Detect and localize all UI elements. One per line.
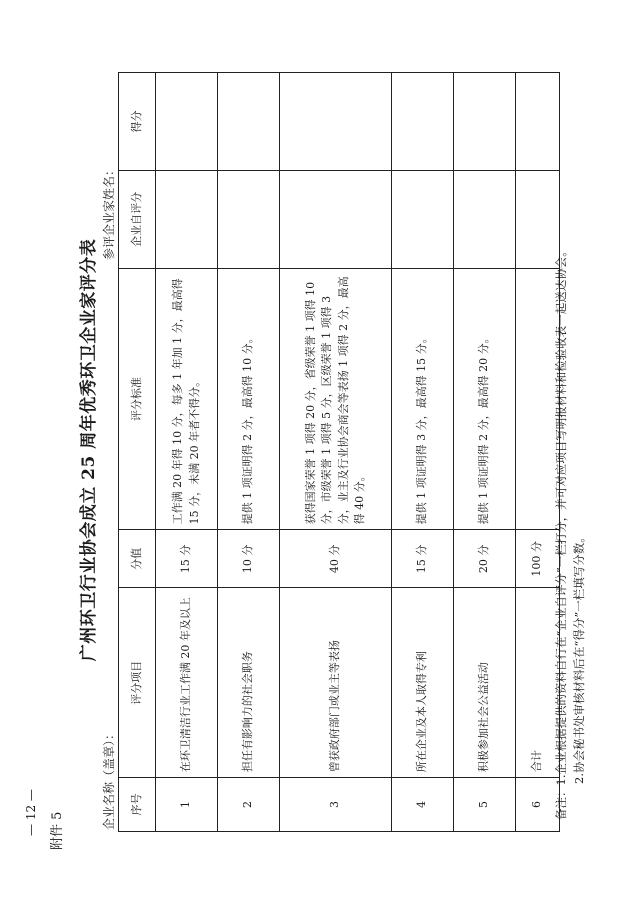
header-score: 得分 bbox=[119, 73, 156, 171]
attachment-label: 附件 5 bbox=[50, 811, 65, 850]
table-row bbox=[156, 73, 218, 832]
table-row bbox=[280, 73, 392, 832]
row-points: 15 分 bbox=[392, 530, 454, 588]
note-1: 备注：1.企业根据提供的资料自行在“企业自评分”一栏打分，并可对应项目写明报材料和检验收表一起送达协会。 bbox=[554, 245, 568, 820]
page-number: — 12 — bbox=[24, 789, 38, 836]
row-self-score[interactable] bbox=[218, 170, 280, 268]
row-no: 5 bbox=[454, 778, 516, 832]
row-score[interactable] bbox=[156, 73, 218, 171]
row-no: 6 bbox=[516, 778, 560, 832]
header-no: 序号 bbox=[119, 778, 156, 832]
row-no: 4 bbox=[392, 778, 454, 832]
row-points: 40 分 bbox=[280, 530, 392, 588]
row-criteria: 提供 1 项证明得 2 分，最高得 20 分。 bbox=[454, 268, 516, 530]
notes bbox=[552, 245, 589, 820]
row-self-score[interactable] bbox=[392, 170, 454, 268]
row-self-score[interactable] bbox=[156, 170, 218, 268]
header-criteria: 评分标准 bbox=[119, 268, 156, 530]
company-name-label: 企业名称（盖章）： bbox=[102, 727, 116, 830]
row-score[interactable] bbox=[392, 73, 454, 171]
row-points: 10 分 bbox=[218, 530, 280, 588]
row-no: 2 bbox=[218, 778, 280, 832]
row-criteria: 提供 1 项证明得 3 分，最高得 15 分。 bbox=[392, 268, 454, 530]
table-row bbox=[454, 73, 516, 832]
row-score[interactable] bbox=[454, 73, 516, 171]
row-points: 15 分 bbox=[156, 530, 218, 588]
row-item: 合计 bbox=[516, 588, 560, 778]
row-score[interactable] bbox=[516, 73, 560, 171]
row-item: 在环卫清洁行业工作满 20 年及以上 bbox=[156, 588, 218, 778]
row-item: 担任有影响力的社会职务 bbox=[218, 588, 280, 778]
header-points: 分值 bbox=[119, 530, 156, 588]
score-table bbox=[118, 72, 560, 832]
row-criteria: 获得国家荣誉 1 项得 20 分，省级荣誉 1 项得 10 分，市级荣誉 1 项得 5 分，区级荣誉 1 项得 3 分，业主及行业协会商会等表扬 1 项得 2 分，最高得 40 分。 bbox=[280, 268, 392, 530]
row-no: 1 bbox=[156, 778, 218, 832]
row-item: 曾获政府部门或业主等表扬 bbox=[280, 588, 392, 778]
table-row bbox=[392, 73, 454, 832]
row-no: 3 bbox=[280, 778, 392, 832]
row-criteria: 提供 1 项证明得 2 分，最高得 10 分。 bbox=[218, 268, 280, 530]
row-score[interactable] bbox=[218, 73, 280, 171]
page-title: 广州环卫行业协会成立 25 周年优秀环卫企业家评分表 bbox=[79, 238, 99, 662]
row-self-score[interactable] bbox=[280, 170, 392, 268]
participant-name-label: 参评企业家姓名： bbox=[102, 163, 116, 260]
score-sheet bbox=[40, 40, 600, 860]
header-item: 评分项目 bbox=[119, 588, 156, 778]
row-criteria: 工作满 20 年得 10 分，每多 1 年加 1 分，最高得 15 分，未满 20 年者不得分。 bbox=[156, 268, 218, 530]
row-self-score[interactable] bbox=[454, 170, 516, 268]
table-header-row bbox=[119, 73, 156, 832]
note-2: 2.协会秘书处审核材料后在“得分”一栏填写分数。 bbox=[572, 531, 587, 784]
row-points: 100 分 bbox=[516, 530, 560, 588]
row-score[interactable] bbox=[280, 73, 392, 171]
header-self-score: 企业自评分 bbox=[119, 170, 156, 268]
row-points: 20 分 bbox=[454, 530, 516, 588]
row-item: 所在企业及本人取得专利 bbox=[392, 588, 454, 778]
table-row bbox=[218, 73, 280, 832]
row-item: 积极参加社会公益活动 bbox=[454, 588, 516, 778]
